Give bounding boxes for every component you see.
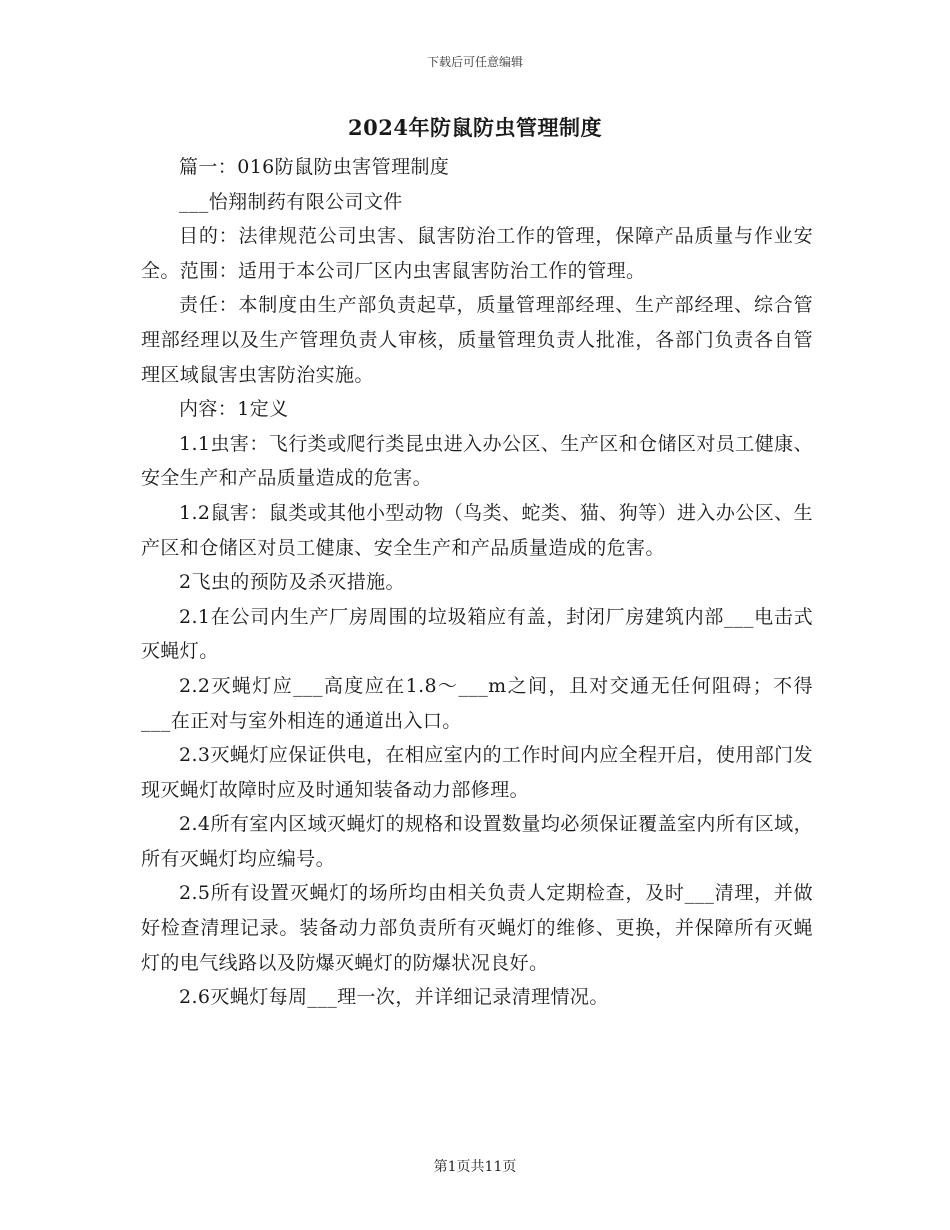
paragraph: 2.5所有设置灭蝇灯的场所均由相关负责人定期检查，及时___清理，并做好检查清理记录。装备动力部负责所有灭蝇灯的维修、更换，并保障所有灭蝇灯的电气线路以及防爆灭蝇灯的防爆状况良好。 [141,882,813,974]
paragraph: 2飞虫的预防及杀灭措施。 [179,571,405,594]
paragraph: ___怡翔制药有限公司文件 [179,190,403,213]
paragraph: 2.4所有室内区域灭蝇灯的规格和设置数量均必须保证覆盖室内所有区域，所有灭蝇灯均应编号。 [141,813,813,870]
paragraph: 篇一：016防鼠防虫害管理制度 [179,156,450,178]
paragraph: 责任：本制度由生产部负责起草，质量管理部经理、生产部经理、综合管理部经理以及生产管理负责人审核，质量管理负责人批准，各部门负责各自管理区域鼠害虫害防治实施。 [141,294,813,386]
paragraph: 2.1在公司内生产厂房周围的垃圾箱应有盖，封闭厂房建筑内部___电击式灭蝇灯。 [141,605,813,663]
page-footer: 第1页共11页 [433,1159,517,1175]
paragraph: 2.6灭蝇灯每周___理一次，并详细记录清理情况。 [179,986,609,1009]
document-title: 2024年防鼠防虫管理制度 [348,115,602,140]
document-body [141,150,813,1015]
paragraph: 1.2鼠害：鼠类或其他小型动物（鸟类、蛇类、猫、狗等）进入办公区、生产区和仓储区对员工健康、安全生产和产品质量造成的危害。 [141,501,813,559]
paragraph: 内容：1定义 [179,398,289,421]
paragraph: 1.1虫害：飞行类或爬行类昆虫进入办公区、生产区和仓储区对员工健康、安全生产和产品质量造成的危害。 [141,432,813,490]
header-note: 下载后可任意编辑 [426,55,523,69]
paragraph: 2.2灭蝇灯应___高度应在1.8～___m之间，且对交通无任何阻碍；不得___在正对与室外相连的通道出入口。 [141,674,813,732]
paragraph: 目的：法律规范公司虫害、鼠害防治工作的管理，保障产品质量与作业安全。范围：适用于本公司厂区内虫害鼠害防治工作的管理。 [141,225,813,282]
paragraph: 2.3灭蝇灯应保证供电，在相应室内的工作时间内应全程开启，使用部门发现灭蝇灯故障时应及时通知装备动力部修理。 [141,744,813,801]
